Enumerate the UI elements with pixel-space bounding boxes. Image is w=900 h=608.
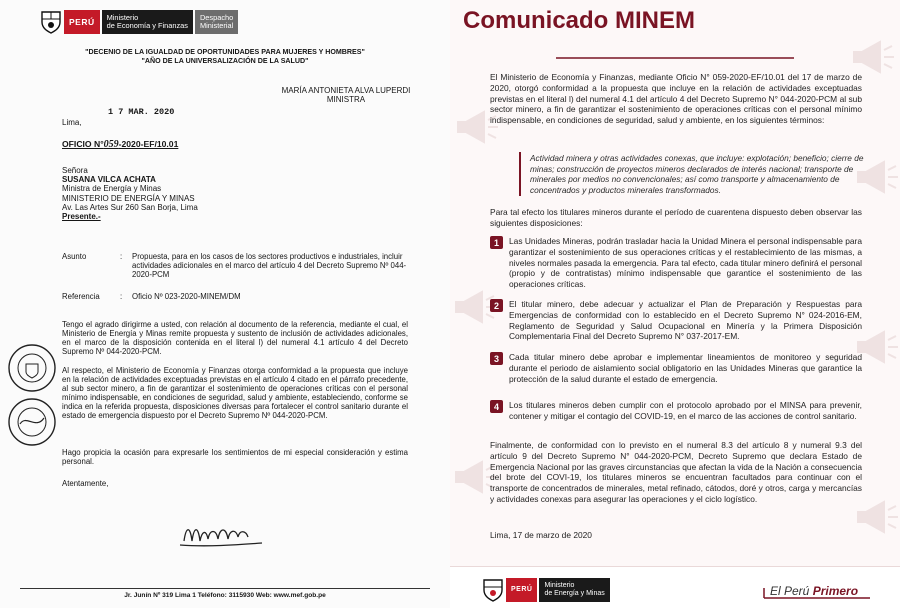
ministry-badge [102,10,193,34]
official-mottos [0,48,450,65]
megaphone-icon [850,40,896,74]
slogan-part-a: El Perú [770,584,810,598]
addressee-role: Ministra de Energía y Minas [62,184,162,194]
disposition-text: Cada titular minero debe aprobar e implementar lineamientos de monitoreo y seguridad durante el periodo de aislamiento social obligatorio en las Unidades Mineras que garantice la protección de la salud durante el estado de emergencia. [509,352,862,384]
activities-quote: Actividad minera y otras actividades conexas, que incluye: explotación; beneficio; cierre de minas; construcción de proyectos mineros declarados de interés nacional; transporte de minerales por medios no convencionales; así como transporte y almacenamiento de concentrados y productos minerales transformados. [530,153,864,195]
salutation: Señora [62,166,88,175]
body-paragraph-2: Al respecto, el Ministerio de Economía y Finanzas otorga conformidad a la propuesta que incluye en la relación de actividades exceptuadas previstas en el artículo 4 citado en el párrafo precedente, al sub sector minero, a fin de garantizar el sostenimiento de operaciones críticas con el personal mínimo indispensable, en condiciones de seguridad, salud y ambiente, estableciendo, conforme se indica en la referida propuesta, disposiciones diversas para fortalecer el control sanitario durante el estado de emergencia dispuesto por el Decreto Supremo Nº 044-2020-PCM. [62,366,408,420]
dispositions-lead: Para tal efecto los titulares mineros durante el período de cuarentena dispuesto deben observar las siguientes disposiciones: [490,207,862,228]
decenio-motto: "DECENIO DE LA IGUALDAD DE OPORTUNIDADES PARA MUJERES Y HOMBRES" [85,48,365,56]
number-badge-text: 1 [493,238,500,248]
peru-badge: PERÚ [506,578,537,602]
year-motto: "AÑO DE LA UNIVERSALIZACIÓN DE LA SALUD" [141,56,309,65]
disposition-text: Las Unidades Mineras, podrán trasladar hacia la Unidad Minera el personal indispensable para garantizar el sostenimiento de sus operaciones críticas y el restablecimiento de las mismas, a niveles normales pasada la emergencia. Para tal efecto, cada titular minero definirá el personal (propio y de contratistas) mínimo indispensable que garantice el sostenimiento de las operaciones críticas. [509,236,862,290]
asunto-text: Propuesta, para en los casos de los sectores productivos e industriales, incluir actividades adicionales en el marco del artículo 4 del Decreto Supremo Nº 044-2020-PCM [132,252,407,279]
el-peru-primero-logo [770,584,858,598]
letter-city: Lima, [62,118,82,127]
number-badge-text: 2 [493,301,500,311]
minem-name: Ministerio de Energía y Minas [544,582,605,597]
minem-badge [539,578,609,602]
coat-of-arms-icon [40,10,62,34]
slogan-part-b: Primero [812,584,859,598]
coat-of-arms-icon [482,578,504,602]
number-badge [490,400,503,413]
disposition-text: El titular minero, debe adecuar y actualizar el Plan de Preparación y Respuestas para Emergencias de conformidad con lo establecido en el Decreto Supremo N° 024-2016-EM, Reglamento de Seguridad y Salud Ocupacional en Minería y la Primera Disposición Complementaria Final del Decreto Supremo N° 037-2017-EM. [509,299,862,342]
body-paragraph-1: Tengo el agrado dirigirme a usted, con relación al documento de la referencia, mediante el cual, el Ministerio de Energía y Minas remite propuesta y sustento de inclusión de actividades adicionales, en el marco de la disposición contenida en el literal l) del numeral 4.1 artículo 4 del Decreto Supremo Nº 044-2020-PCM. [62,320,408,356]
megaphone-icon [854,500,900,534]
ministry-name: Ministerio de Economía y Finanzas [106,13,188,30]
addressee-name: SUSANA VILCA ACHATA [62,175,156,185]
referencia-label: Referencia [62,292,100,301]
oficio-handwritten-number: 059 [103,139,119,150]
peru-badge: PERÚ [64,10,100,34]
letter-footer: Jr. Junín Nº 319 Lima 1 Teléfono: 3115930 Web: www.mef.gob.pe [124,592,326,599]
referencia-text: Oficio Nº 023-2020-MINEM/DM [132,292,241,301]
final-paragraph: Finalmente, de conformidad con lo previsto en el numeral 8.3 del artículo 8 y numeral 9.3 del artículo 9 del Decreto Supremo N° 044-2020-PCM, Decreto Supremo que declara Estado de Emergencia Nacional por las graves circunstancias que afectan la vida de la Nación a consecuencia del brote del COVI-19, los titulares mineros se encuentran facultados para continuar con el transporte de concentrados de minerales, metal refinado, cátodos, doré y otros, carga y mercancías y actividades conexas para asegurar las operaciones y el ciclo logístico. [490,440,862,504]
disposition-text: Los titulares mineros deben cumplir con el protocolo aprobado por el MINSA para prevenir, contener y mitigar el contagio del COVID-19, en el marco de las acciones de control sanitario. [509,400,862,421]
quote-bar [519,152,521,196]
intro-paragraph: El Ministerio de Economía y Finanzas, mediante Oficio N° 059-2020-EF/10.01 del 17 de marzo de 2020, otorgó conformidad a la propuesta que incluye en la relación de actividades exceptuadas previstas en el literal l) del numeral 4.1 del artículo 4 del Decreto Supremo N° 044-2020-PCM al sub sector minero, a fin de garantizar el sostenimiento de operaciones críticas con el personal mínimo indispensable, en condiciones de seguridad, salud y ambiente, en los siguientes términos: [490,72,862,126]
asunto-label: Asunto [62,252,87,261]
asunto-colon: : [120,252,123,261]
addressee-address: Av. Las Artes Sur 260 San Borja, Lima [62,202,198,212]
visa-seal-icon [6,396,58,448]
referencia-colon: : [120,292,123,301]
oficio-prefix: OFICIO N° [62,139,104,149]
number-badge [490,236,503,249]
minister-name: MARÍA ANTONIETA ALVA LUPERDI [281,86,411,95]
number-badge-text: 4 [493,402,500,412]
number-badge [490,352,503,365]
disposition-item [490,352,862,384]
closing: Atentamente, [62,479,109,488]
oficio-suffix: -2020-EF/10.01 [118,139,179,149]
minister-block [266,86,426,105]
footer-divider [20,588,430,589]
minister-title: MINISTRA [326,95,366,105]
addressee-entity: MINISTERIO DE ENERGÍA Y MINAS [62,193,195,203]
presente: Presente.- [62,212,101,222]
stamped-date: 1 7 MAR. 2020 [108,107,175,117]
body-paragraph-3: Hago propicia la ocasión para expresarle los sentimientos de mi especial consideración y estima personal. [62,448,408,466]
office-name: Despacho Ministerial [199,13,234,30]
minem-logo [482,578,610,602]
communique-title: Comunicado MINEM [463,7,695,34]
communique-date: Lima, 17 de marzo de 2020 [490,530,592,540]
disposition-item [490,400,862,422]
referencia-row [62,292,412,301]
asunto-row [62,252,412,279]
official-seal-icon [6,342,58,394]
number-badge-text: 3 [493,354,500,364]
disposition-item [490,236,862,290]
oficio-number [62,139,178,150]
minem-communique [450,0,900,608]
addressee-block [62,166,198,221]
disposition-item [490,299,862,342]
handwritten-signature [176,515,266,551]
office-badge [195,10,238,34]
mef-letterhead [40,10,238,34]
number-badge [490,299,503,312]
